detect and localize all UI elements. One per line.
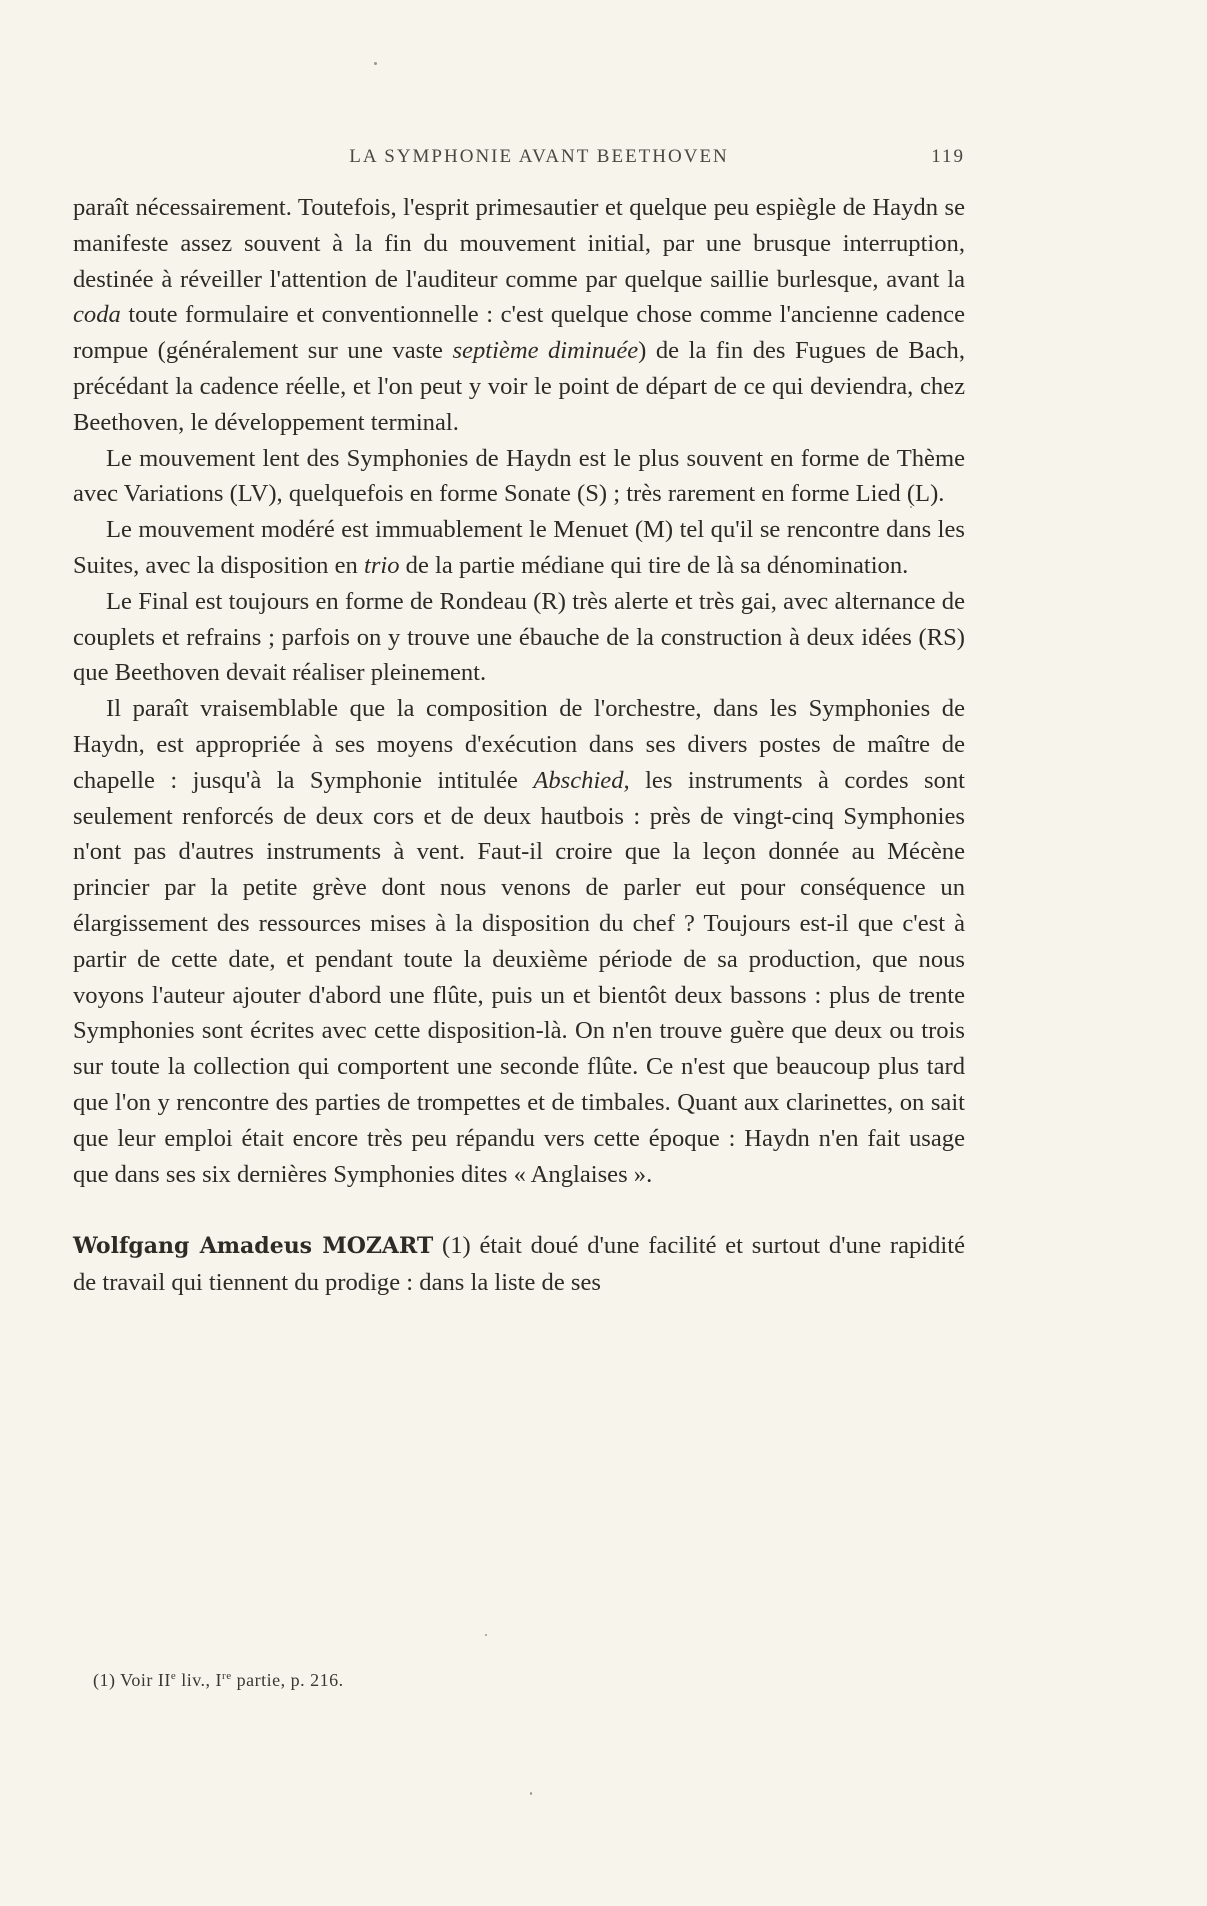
footnote-superscript: re [222,1670,232,1682]
text-run: ) de la fin des Fugues de Bach, précédant la cadence réelle, et l'on peut y voir le point de départ de ce qui deviendra, chez Beethoven, le développement terminal. [73,337,965,436]
paragraph-orchestra [73,691,965,1192]
footnote-ref: (1) [433,1232,480,1260]
running-title: LA SYMPHONIE AVANT BEETHOVEN [349,146,729,167]
text-run: les instruments à cordes sont seulement renforcés de deux cors et de deux hautbois : près de vingt-cinq Symphonies n'ont pas d'autres instruments à vent. Faut-il croire que la leçon donnée au Mécène princier par la petite grève dont nous venons de parler eut pour conséquence un élargissement des ressources mises à la disposition du chef ? Toujours est-il que c'est à partir de cette date, et pendant toute la deuxième période de sa production, que nous voyons l'auteur ajouter d'abord une flûte, puis un et bientôt deux bassons : plus de trente Symphonies sont écrites avec cette disposition-là. On n'en trouve guère que deux ou trois sur toute la collection qui comportent une seconde flûte. Ce n'est que beaucoup plus tard que l'on y rencontre des parties de trompettes et de timbales. Quant aux clarinettes, on sait que leur emploi était encore très peu répandu vers cette époque : Haydn n'en fait usage que dans ses six dernières Symphonies dites « Anglaises ». [73,766,965,1188]
paragraph-final: Le Final est toujours en forme de Rondeau (R) très alerte et très gai, avec alternance de couplets et refrains ; parfois on y trouve une ébauche de la construction à deux idées (RS) que Beethoven devait réaliser pleinement. [73,587,965,687]
paragraph-mozart [73,1228,965,1301]
paper-speck [374,62,377,65]
paper-speck [530,1792,532,1795]
text-run: Il paraît vraisemblable que la composition de l'orchestre, dans les Symphonies de Haydn, est appropriée à ses moyens d'exécution dans ses divers postes de maître de chapelle : jusqu'à la Symphonie intitulée [73,695,965,794]
footnote-text: (1) Voir II [93,1670,171,1690]
italic-term-abschied: Abschied, [533,766,630,794]
footnote-superscript: e [170,1670,177,1682]
text-run: paraît nécessairement. Toutefois, l'esprit primesautier et quelque peu espiègle de Haydn se manifeste assez souvent à la fin du mouvement initial, par une brusque interruption, destinée à réveiller l'attention de l'auditeur comme par quelque saillie burlesque, avant la [73,194,965,293]
text-run: toute formulaire et conventionnelle : c'est quelque chose comme l'ancienne cadence rompue (généralement sur une vaste [73,301,965,365]
running-head [73,140,965,180]
footnote-text: liv., I [176,1670,223,1690]
page [73,140,965,1301]
text-run: de la partie médiane qui tire de là sa dénomination. [399,551,909,579]
page-number: 119 [931,146,965,167]
footnote [93,1670,344,1691]
italic-term-coda: coda [73,301,121,329]
composer-name: Wolfgang Amadeus MOZART [73,1233,434,1260]
body-text [73,190,965,1301]
paragraph-menuet [73,512,965,584]
paragraph-continued [73,190,965,441]
text-run: était doué d'une facilité et surtout d'une rapidité de travail qui tiennent du prodige : dans la liste de ses [73,1232,965,1297]
paper-speck [485,1634,487,1636]
paragraph-slow-movement: Le mouvement lent des Symphonies de Haydn est le plus souvent en forme de Thème avec Variations (LV), quelquefois en forme Sonate (S) ; très rarement en forme Lied (L). [73,444,965,508]
italic-term-septieme: septième diminuée [452,337,639,365]
italic-term-trio: trio [363,551,400,579]
text-run: Le mouvement modéré est immuablement le Menuet (M) tel qu'il se rencontre dans les Suites, avec la disposition en [73,516,965,579]
footnote-text: partie, p. 216. [231,1670,344,1690]
